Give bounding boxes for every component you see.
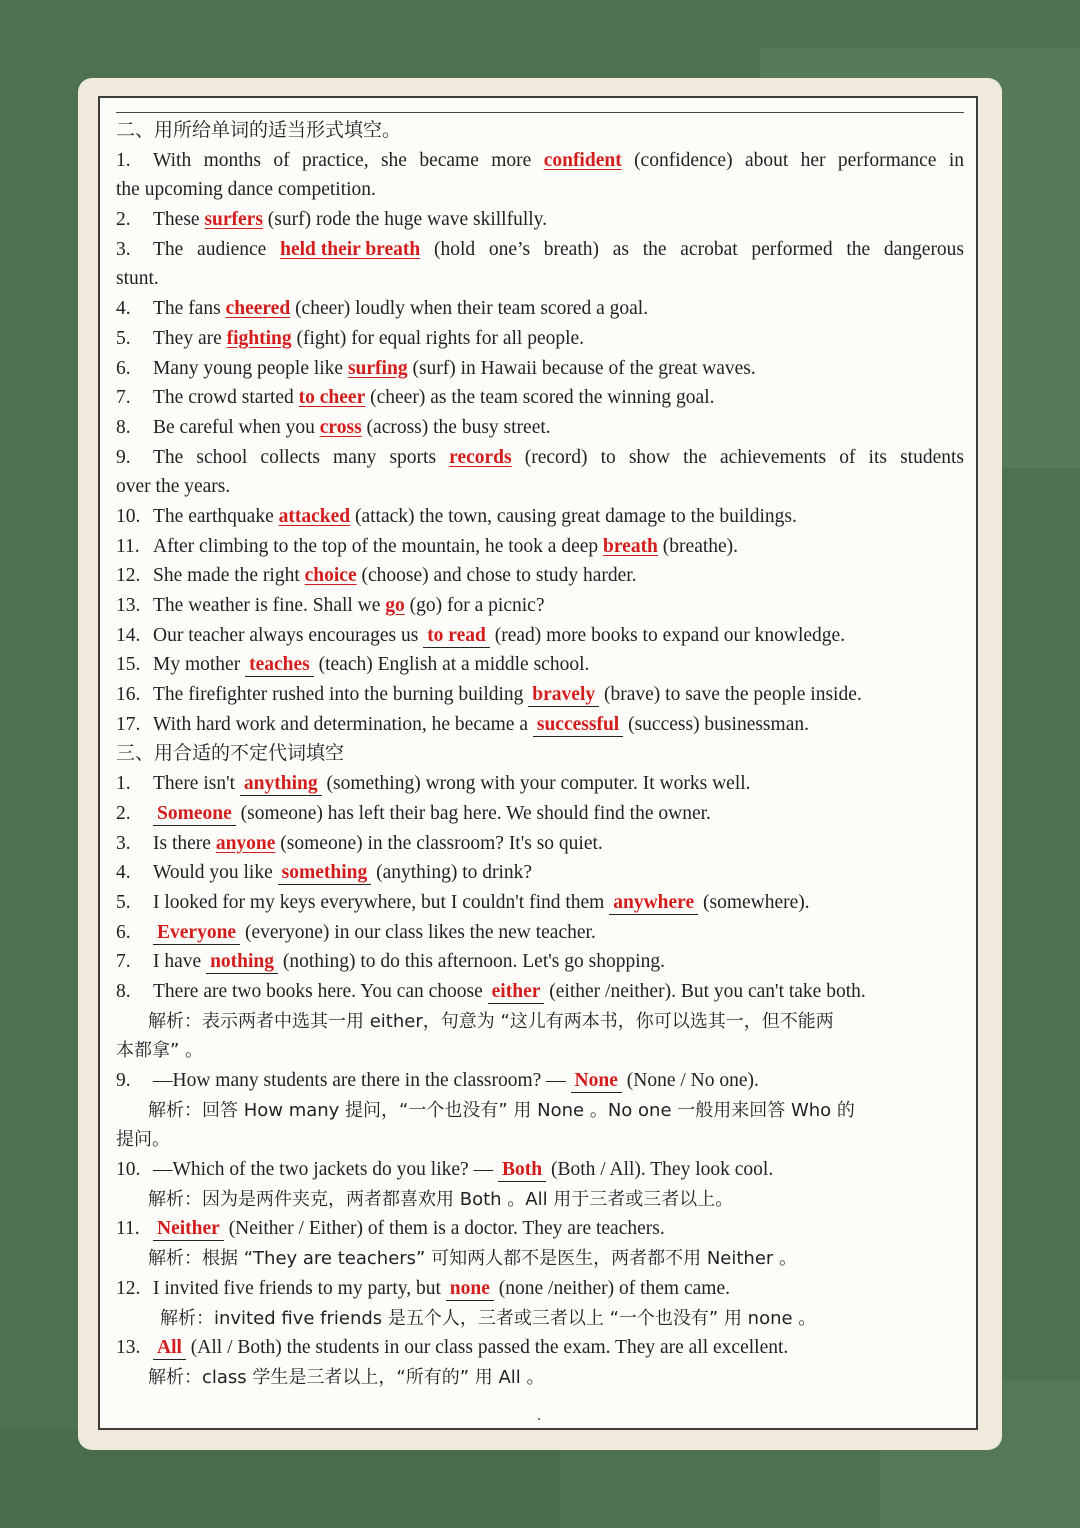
exercise-item: 14. Our teacher always encourages us to read (read) more books to expand our knowledge.	[116, 624, 846, 646]
exercise-item: 16. The firefighter rushed into the burning building bravely (brave) to save the people inside.	[116, 684, 862, 706]
exercise-item-continuation: the upcoming dance competition.	[116, 179, 376, 201]
exercise-item: 12. She made the right choice (choose) and chose to study harder.	[116, 561, 964, 591]
exercise-item: 3. Is there anyone (someone) in the classroom? It's so quiet.	[116, 829, 964, 859]
answer-blank	[153, 803, 236, 826]
answer-blank	[278, 862, 372, 885]
answer: successful	[536, 713, 620, 735]
exercise-item: 4. Would you like something (anything) to drink?	[116, 862, 533, 884]
answer-blank	[446, 1278, 494, 1301]
answer-blank	[206, 951, 278, 974]
page-dot	[538, 1418, 540, 1420]
answer-blank	[153, 1218, 224, 1241]
answer: Everyone	[157, 921, 237, 943]
answer: held their breath	[280, 238, 421, 260]
answer: cheered	[225, 298, 291, 320]
answer-blank	[423, 625, 490, 648]
answer: Someone	[157, 802, 232, 824]
section-heading: 三、用合适的不定代词填空	[116, 742, 345, 765]
answer-blank	[153, 1337, 186, 1360]
answer-blank	[528, 684, 599, 707]
answer-blank	[571, 1070, 622, 1093]
exercise-item-continuation: over the years.	[116, 476, 231, 498]
answer: anyone	[215, 832, 276, 854]
answer: attacked	[278, 505, 351, 527]
answer: choice	[304, 565, 357, 587]
exercise-item: 5. I looked for my keys everywhere, but I couldn't find them anywhere (somewhere).	[116, 891, 810, 913]
exercise-item: 1. There isn't anything (something) wrong with your computer. It works well.	[116, 773, 751, 795]
answer: cross	[319, 416, 362, 438]
explanation-continuation: 本都拿” 。	[116, 1040, 204, 1062]
answer: None	[574, 1070, 618, 1091]
exercise-item: 17. With hard work and determination, he became a successful (success) businessman.	[116, 713, 809, 735]
exercise-item: 9. The school collects many sports records (record) to show the achievements of its students	[116, 443, 964, 473]
answer: teaches	[249, 654, 310, 676]
exercise-item: 13. All (All / Both) the students in our class passed the exam. They are all excellent.	[116, 1337, 789, 1359]
answer: to cheer	[298, 387, 366, 409]
answer: surfers	[204, 209, 263, 231]
exercise-item: 12. I invited five friends to my party, but none (none /neither) of them came.	[116, 1277, 730, 1299]
answer: none	[449, 1277, 490, 1299]
exercise-item-continuation: stunt.	[116, 268, 159, 290]
exercise-item: 7. I have nothing (nothing) to do this afternoon. Let's go shopping.	[116, 951, 665, 973]
answer-blank	[488, 981, 545, 1004]
exercise-item: 11. Neither (Neither / Either) of them is a doctor. They are teachers.	[116, 1218, 665, 1240]
explanation: 解析：因为是两件夹克，两者都喜欢用 Both 。All 用于三者或三者以上。	[148, 1188, 734, 1210]
exercise-item: 11. After climbing to the top of the mountain, he took a deep breath (breathe).	[116, 532, 964, 562]
header-rule	[116, 112, 964, 113]
exercise-item: 3. The audience held their breath (hold one’s breath) as the acrobat performed the dangerous	[116, 235, 964, 265]
explanation: 解析：回答 How many 提问，“一个也没有” 用 None 。No one 一般用来回答 Who 的	[148, 1099, 855, 1121]
exercise-item: 10. The earthquake attacked (attack) the town, causing great damage to the buildings.	[116, 502, 964, 532]
answer-blank	[153, 922, 240, 945]
exercise-item: 7. The crowd started to cheer (cheer) as the team scored the winning goal.	[116, 383, 964, 413]
answer: to read	[427, 624, 486, 646]
exercise-item: 4. The fans cheered (cheer) loudly when their team scored a goal.	[116, 294, 964, 324]
answer: nothing	[210, 951, 275, 973]
exercise-item: 6. Everyone (everyone) in our class likes the new teacher.	[116, 921, 596, 943]
answer-blank	[498, 1159, 546, 1182]
worksheet-content	[116, 116, 964, 1393]
section-heading: 二、用所给单词的适当形式填空。	[116, 119, 402, 141]
exercise-item: 1. With months of practice, she became more confident (confidence) about her performance in	[116, 146, 964, 176]
exercise-item: 13. The weather is fine. Shall we go (go) for a picnic?	[116, 591, 964, 621]
explanation: 解析：表示两者中选其一用 either，句意为 “这儿有两本书，你可以选其一，但不能两	[148, 1010, 834, 1032]
exercise-item: 2. These surfers (surf) rode the huge wave skillfully.	[116, 205, 964, 235]
answer: something	[281, 862, 368, 884]
exercise-item: 2. Someone (someone) has left their bag here. We should find the owner.	[116, 802, 711, 824]
answer: surfing	[347, 357, 408, 379]
answer: either	[491, 980, 541, 1002]
exercise-item: 15. My mother teaches (teach) English at a middle school.	[116, 654, 590, 676]
exercise-item: 9. —How many students are there in the classroom? — None (None / No one).	[116, 1070, 759, 1091]
answer: breath	[603, 535, 658, 557]
exercise-item: 6. Many young people like surfing (surf) in Hawaii because of the great waves.	[116, 354, 964, 384]
answer: All	[157, 1337, 182, 1359]
explanation: 解析：根据 “They are teachers” 可知两人都不是医生，两者都不用 Neither 。	[148, 1248, 798, 1270]
exercise-item: 10. —Which of the two jackets do you like? — Both (Both / All). They look cool.	[116, 1159, 774, 1181]
answer: confident	[543, 149, 622, 171]
answer-blank	[245, 654, 314, 677]
answer: go	[385, 595, 405, 616]
answer: anywhere	[613, 891, 695, 913]
exercise-item: 5. They are fighting (fight) for equal rights for all people.	[116, 324, 964, 354]
answer: Neither	[157, 1218, 220, 1240]
exercise-item: 8. There are two books here. You can choose either (either /neither). But you can't take both.	[116, 980, 866, 1002]
answer: fighting	[226, 327, 292, 349]
exercise-item: 8. Be careful when you cross (across) the busy street.	[116, 413, 964, 443]
explanation: 解析：class 学生是三者以上，“所有的” 用 All 。	[148, 1366, 545, 1388]
answer-blank	[533, 714, 623, 737]
answer-blank	[240, 773, 322, 796]
answer-blank	[609, 892, 698, 915]
answer: bravely	[532, 684, 596, 706]
explanation: 解析：invited five friends 是五个人，三者或三者以上 “一个也没有” 用 none 。	[160, 1307, 817, 1329]
answer: anything	[243, 773, 318, 795]
answer: Both	[501, 1159, 543, 1181]
answer: records	[449, 446, 512, 468]
explanation-continuation: 提问。	[116, 1129, 170, 1151]
